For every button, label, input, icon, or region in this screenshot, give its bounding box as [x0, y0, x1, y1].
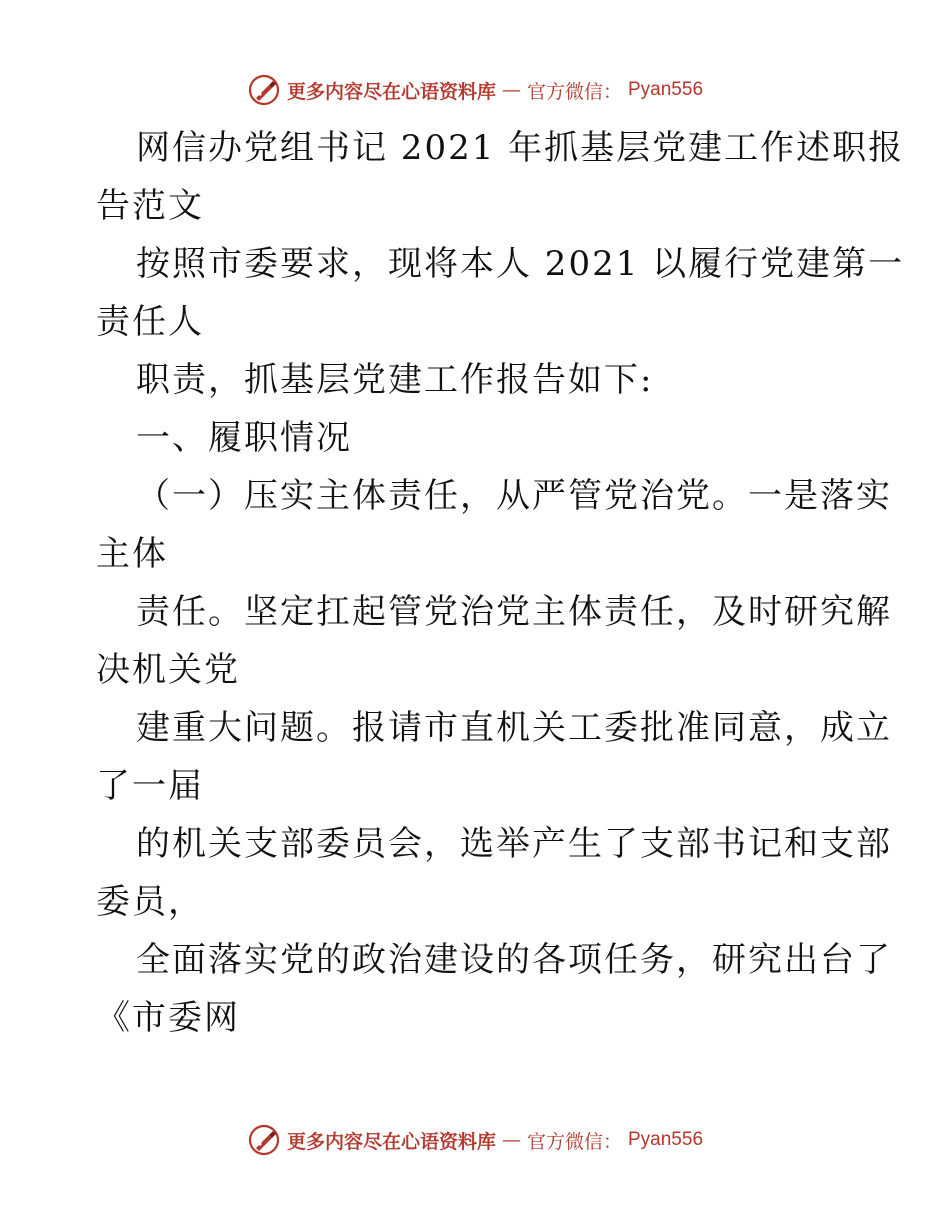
paragraph-line: 了一届 — [96, 766, 204, 806]
paragraph-line: 《市委网 — [96, 998, 240, 1038]
paragraph-line: 主体 — [96, 534, 168, 574]
watermark-wechat-id: Pyan556 — [628, 79, 704, 100]
header-watermark-banner — [0, 70, 950, 110]
fountain-pen-logo-icon — [247, 73, 281, 107]
paragraph-line: 责任人 — [96, 302, 204, 342]
title-line-1: 网信办党组书记 2021 年抓基层党建工作述职报 — [136, 128, 905, 168]
section-heading: 一、履职情况 — [136, 418, 352, 458]
paragraph-line: 建重大问题。报请市直机关工委批准同意，成立 — [136, 708, 892, 748]
paragraph-line: 的机关支部委员会，选举产生了支部书记和支部 — [136, 824, 892, 864]
paragraph-line: 决机关党 — [96, 650, 240, 690]
paragraph-line: 职责，抓基层党建工作报告如下: — [136, 360, 654, 400]
paragraph-line: 全面落实党的政治建设的各项任务，研究出台了 — [136, 940, 892, 980]
paragraph-line: 委员， — [96, 882, 204, 922]
watermark-wechat-label: 官方微信： — [526, 1130, 622, 1153]
watermark-separator: — — [501, 1129, 521, 1151]
title-line-2: 告范文 — [96, 186, 204, 226]
footer-watermark-banner — [0, 1120, 950, 1160]
fountain-pen-logo-icon — [247, 1123, 281, 1157]
paragraph-line: （一）压实主体责任，从严管党治党。一是落实 — [136, 476, 892, 516]
watermark-brand-text: 更多内容尽在心语资料库 — [286, 80, 496, 103]
watermark-wechat-label: 官方微信： — [526, 80, 622, 103]
watermark-wechat-id: Pyan556 — [628, 1129, 704, 1150]
watermark-separator: — — [501, 79, 521, 101]
watermark-brand-text: 更多内容尽在心语资料库 — [286, 1130, 496, 1153]
paragraph-line: 责任。坚定扛起管党治党主体责任，及时研究解 — [136, 592, 892, 632]
paragraph-line: 按照市委要求，现将本人 2021 以履行党建第一 — [136, 244, 905, 284]
